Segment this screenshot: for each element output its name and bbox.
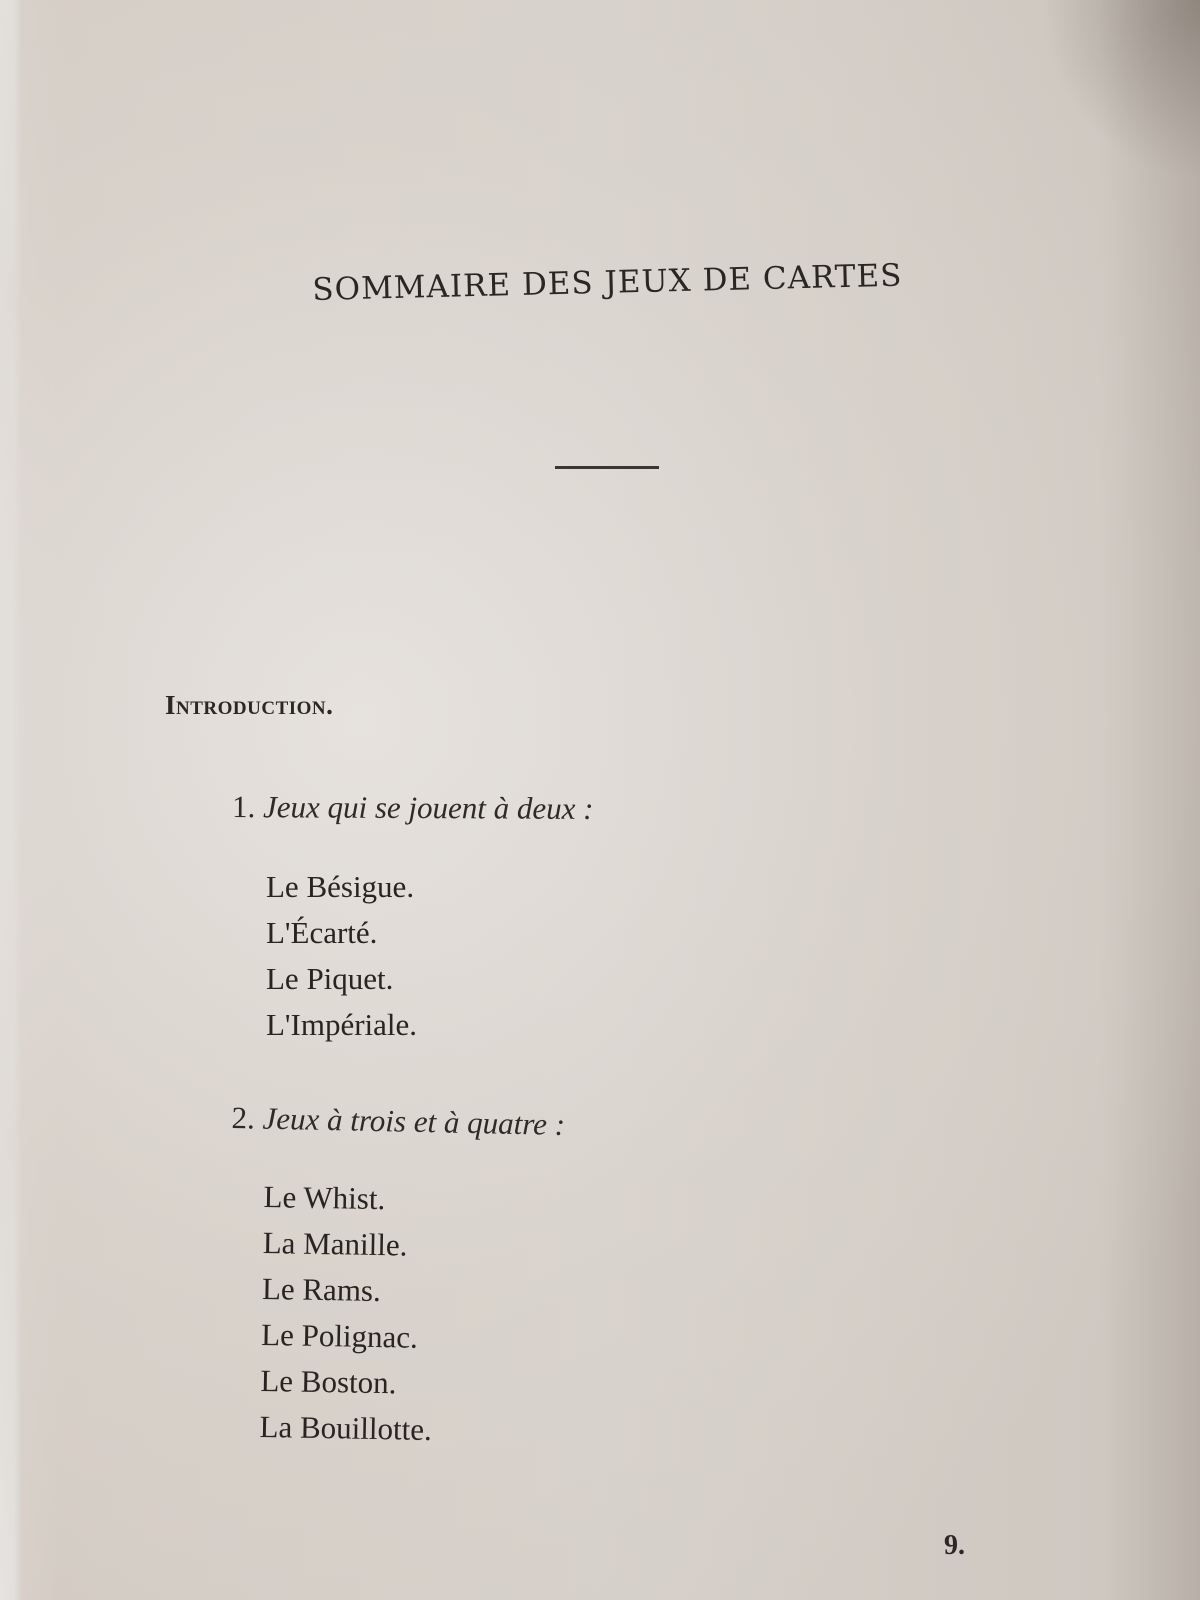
- list-item: Le Polignac.: [260, 1316, 419, 1355]
- section-heading-1-text: Jeux qui se jouent à deux :: [262, 789, 594, 826]
- section-heading-1: [232, 789, 594, 827]
- game-list-three-four-players: [259, 1174, 436, 1453]
- section-number-2: 2.: [231, 1100, 256, 1136]
- list-item: La Bouillotte.: [259, 1408, 433, 1447]
- game-list-two-players: [266, 864, 417, 1048]
- page-number: 9.: [944, 1530, 965, 1561]
- list-item: Le Boston.: [260, 1362, 397, 1401]
- section-number-1: 1.: [231, 789, 256, 825]
- page-title: SOMMAIRE DES JEUX DE CARTES: [312, 257, 903, 308]
- list-item: Le Bésigue.: [266, 869, 415, 904]
- list-item: Le Whist.: [263, 1178, 386, 1217]
- list-item: La Manille.: [262, 1224, 408, 1263]
- section-heading-2: [231, 1100, 565, 1143]
- list-item: L'Écarté.: [266, 915, 378, 950]
- title-divider: [555, 466, 659, 469]
- introduction-entry: Introduction.: [165, 690, 334, 720]
- list-item: Le Rams.: [261, 1270, 382, 1309]
- list-item: Le Piquet.: [266, 961, 394, 996]
- list-item: L'Impériale.: [266, 1007, 418, 1042]
- section-heading-2-text: Jeux à trois et à quatre :: [262, 1100, 566, 1142]
